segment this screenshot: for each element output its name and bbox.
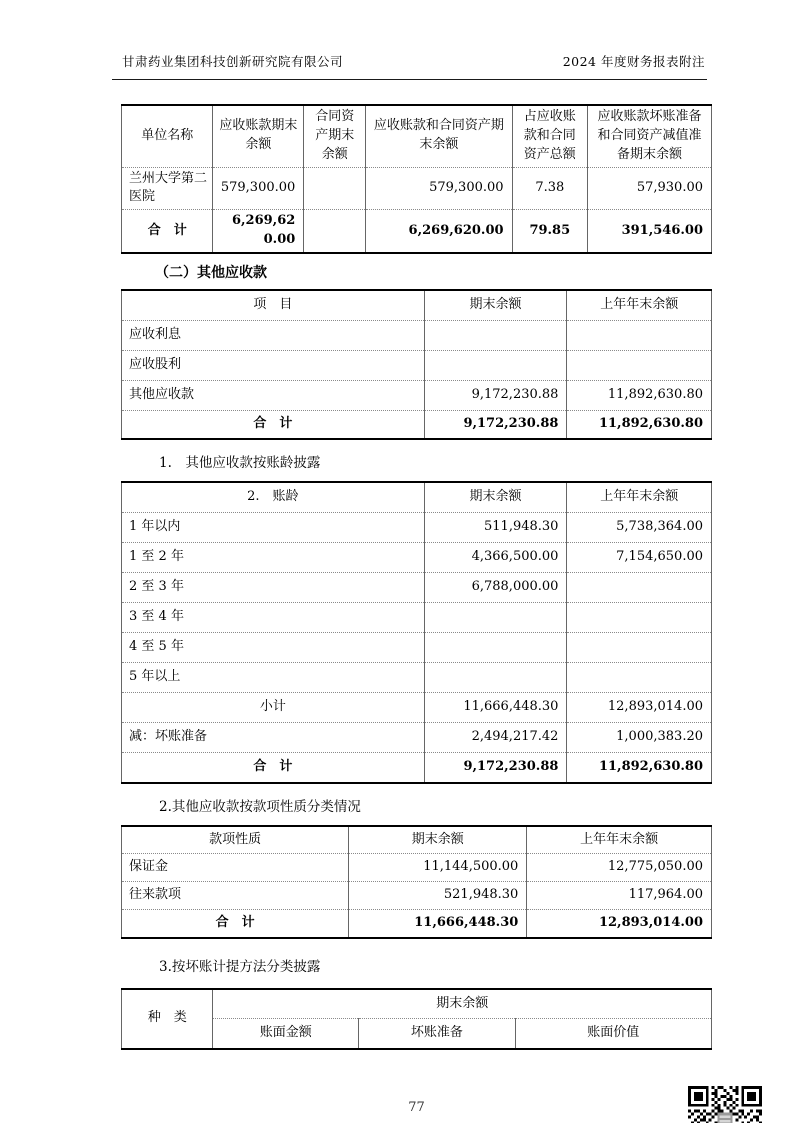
table-row: [122, 351, 712, 381]
total-row: [122, 753, 712, 783]
item-label: 应收利息: [122, 321, 425, 351]
table-row: [122, 543, 712, 573]
total-label: 合 计: [122, 210, 213, 253]
page-header: [112, 52, 707, 80]
table-header-row: [122, 482, 712, 513]
aging-label: 2 至 3 年: [122, 573, 425, 603]
amount-cell: 4,366,500.00: [424, 543, 567, 573]
table-header-row: [122, 290, 712, 321]
aging-label: 3 至 4 年: [122, 603, 425, 633]
amount-cell: 521,948.30: [349, 882, 527, 910]
aging-label: 1 至 2 年: [122, 543, 425, 573]
sub-heading-nature: 2.其他应收款按款项性质分类情况: [159, 798, 361, 815]
amount-cell: [424, 663, 567, 693]
sub-heading-method: 3.按坏账计提方法分类披露: [159, 958, 321, 975]
amount-cell: 11,892,630.80: [567, 411, 712, 439]
amount-cell: 5,738,364.00: [567, 513, 712, 543]
table-row: [122, 167, 712, 210]
amount-cell: 117,964.00: [527, 882, 712, 910]
amount-cell: 2,494,217.42: [424, 723, 567, 753]
total-row: [122, 210, 712, 253]
column-header: 账面价值: [515, 1019, 712, 1049]
table-row: [122, 573, 712, 603]
column-header: 账面金额: [213, 1019, 359, 1049]
nature-label: 保证金: [122, 854, 349, 882]
nature-label: 往来款项: [122, 882, 349, 910]
amount-cell: [567, 321, 712, 351]
total-label: 合 计: [122, 411, 425, 439]
amount-cell: 6,269,620.00: [366, 210, 512, 253]
table-row: [122, 321, 712, 351]
method-table: [121, 988, 712, 1050]
amount-cell: [567, 603, 712, 633]
column-header: 合同资产期末余额: [304, 105, 366, 167]
item-label: 应收股利: [122, 351, 425, 381]
total-row: [122, 910, 712, 938]
table-header-row: [122, 826, 712, 854]
amount-cell: 11,144,500.00: [349, 854, 527, 882]
company-name: 甘肃药业集团科技创新研究院有限公司: [122, 54, 344, 69]
table-header-row: [122, 105, 712, 167]
page-content: [121, 104, 712, 1050]
total-label: 合 计: [122, 910, 349, 938]
column-header: 上年年末余额: [567, 482, 712, 513]
amount-cell: [424, 633, 567, 663]
amount-cell: 6,269,620.00: [213, 210, 304, 253]
table-row: [122, 633, 712, 663]
aging-table: [121, 481, 712, 784]
amount-cell: 1,000,383.20: [567, 723, 712, 753]
nature-table: [121, 825, 712, 939]
amount-cell: 7,154,650.00: [567, 543, 712, 573]
table-row: [122, 882, 712, 910]
amount-cell: 9,172,230.88: [424, 381, 567, 411]
amount-cell: [567, 633, 712, 663]
amount-cell: 9,172,230.88: [424, 753, 567, 783]
sub-heading-aging: 1. 其他应收款按账龄披露: [159, 454, 321, 471]
column-header: 2. 账龄: [122, 482, 425, 513]
page-number: 77: [408, 1100, 425, 1115]
amount-cell: 9,172,230.88: [424, 411, 567, 439]
table-header-row: [122, 989, 712, 1019]
amount-cell: [424, 351, 567, 381]
column-header: 上年年末余额: [567, 290, 712, 321]
amount-cell: 511,948.30: [424, 513, 567, 543]
document-title: 2024 年度财务报表附注: [562, 54, 705, 69]
amount-cell: [567, 573, 712, 603]
table-row: [122, 381, 712, 411]
other-receivables-table: [121, 289, 712, 440]
amount-cell: 12,893,014.00: [527, 910, 712, 938]
aging-label: 4 至 5 年: [122, 633, 425, 663]
amount-cell: 11,666,448.30: [424, 693, 567, 723]
total-label: 合 计: [122, 753, 425, 783]
amount-cell: 11,892,630.80: [567, 381, 712, 411]
column-header: 上年年末余额: [527, 826, 712, 854]
amount-cell: 11,892,630.80: [567, 753, 712, 783]
amount-cell: [424, 603, 567, 633]
column-header: 期末余额: [349, 826, 527, 854]
column-header: 应收账款和合同资产期末余额: [366, 105, 512, 167]
amount-cell: 579,300.00: [213, 167, 304, 210]
subtotal-label: 小计: [122, 693, 425, 723]
item-label: 其他应收款: [122, 381, 425, 411]
amount-cell: [424, 321, 567, 351]
table-row: [122, 603, 712, 633]
kind-header: 种 类: [122, 989, 213, 1049]
column-header: 项 目: [122, 290, 425, 321]
table-row: [122, 663, 712, 693]
column-header: 期末余额: [424, 482, 567, 513]
table-row: [122, 854, 712, 882]
amount-cell: 579,300.00: [366, 167, 512, 210]
document-page: [0, 52, 794, 1123]
amount-cell: 11,666,448.30: [349, 910, 527, 938]
column-header: 占应收账款和合同资产总额: [512, 105, 588, 167]
aging-label: 1 年以内: [122, 513, 425, 543]
amount-cell: 12,775,050.00: [527, 854, 712, 882]
column-header: 坏账准备: [359, 1019, 515, 1049]
amount-cell: 57,930.00: [588, 167, 712, 210]
amount-cell: [304, 167, 366, 210]
amount-cell: 12,893,014.00: [567, 693, 712, 723]
amount-cell: [567, 663, 712, 693]
amount-cell: [304, 210, 366, 253]
percent-cell: 79.85: [512, 210, 588, 253]
column-header: 期末余额: [424, 290, 567, 321]
column-header: 应收账款坏账准备和合同资产减值准备期末余额: [588, 105, 712, 167]
amount-cell: 6,788,000.00: [424, 573, 567, 603]
aging-label: 5 年以上: [122, 663, 425, 693]
qr-code-icon: [688, 1086, 762, 1123]
amount-cell: [567, 351, 712, 381]
less-bad-debt-label: 减：坏账准备: [122, 723, 425, 753]
column-header: 款项性质: [122, 826, 349, 854]
table-row: [122, 513, 712, 543]
subtotal-row: [122, 693, 712, 723]
period-balance-header: 期末余额: [213, 989, 712, 1019]
unit-name-cell: 兰州大学第二医院: [122, 167, 213, 210]
section-heading-other-receivables: （二）其他应收款: [155, 264, 267, 281]
total-row: [122, 411, 712, 439]
table-row: [122, 723, 712, 753]
column-header: 单位名称: [122, 105, 213, 167]
receivables-summary-table: [121, 104, 712, 254]
percent-cell: 7.38: [512, 167, 588, 210]
amount-cell: 391,546.00: [588, 210, 712, 253]
column-header: 应收账款期末余额: [213, 105, 304, 167]
